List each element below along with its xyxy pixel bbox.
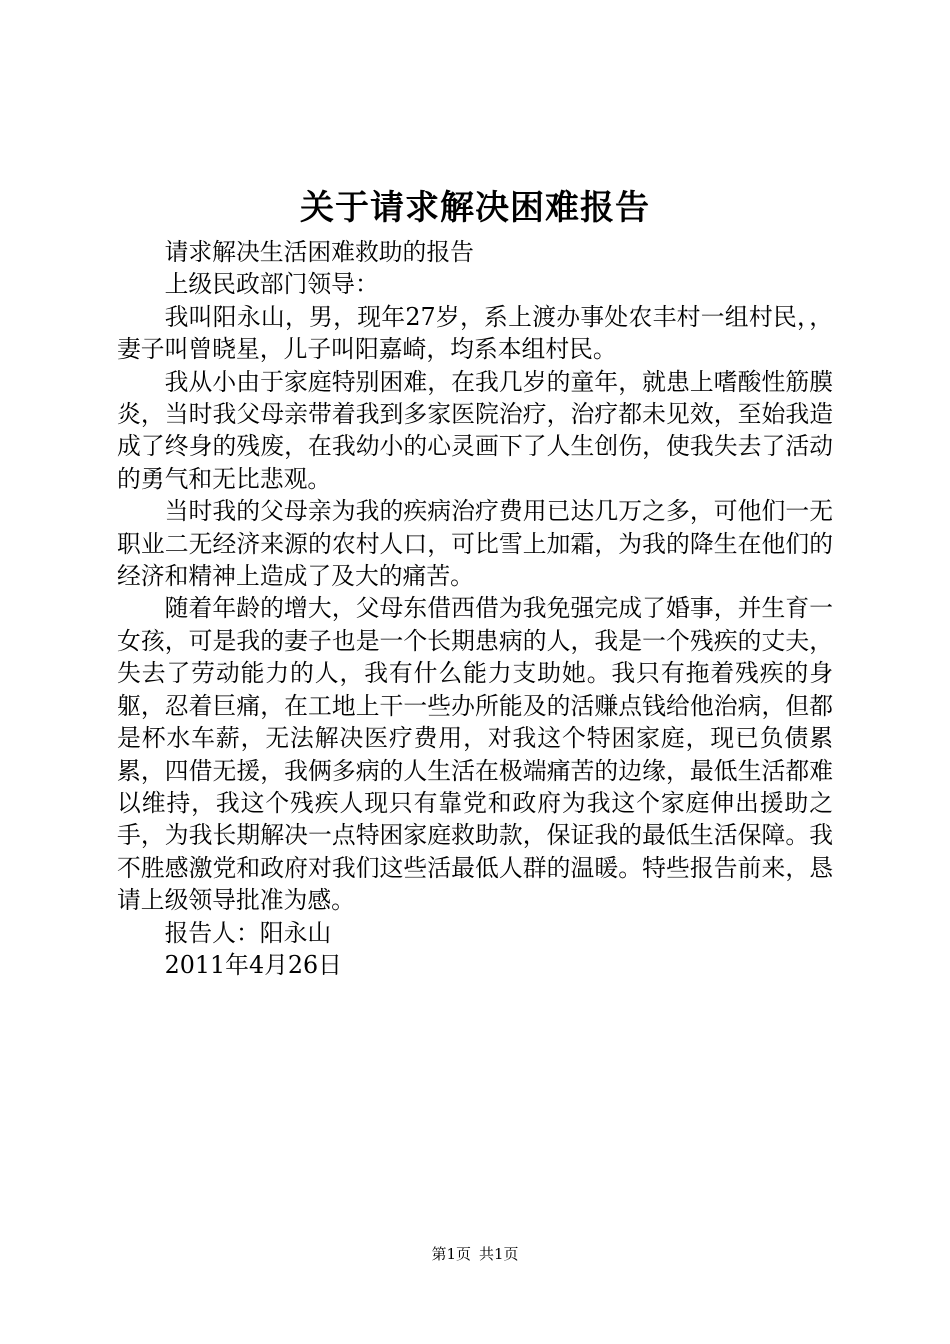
document-title: 关于请求解决困难报告 bbox=[300, 188, 650, 228]
body-paragraph: 当时我的父母亲为我的疾病治疗费用已达几万之多，可他们一无职业二无经济来源的农村人口，可比雪上加霜，为我的降生在他们的经济和精神上造成了及大的痛苦。 bbox=[117, 497, 833, 591]
page-total: 共1页 bbox=[479, 1245, 519, 1263]
report-subject: 请求解决生活困难救助的报告 bbox=[164, 238, 474, 266]
reporter-signature: 报告人：阳永山 bbox=[164, 918, 332, 947]
document-body bbox=[117, 236, 833, 981]
body-paragraph: 随着年龄的增大，父母东借西借为我免强完成了婚事，并生育一女孩，可是我的妻子也是一个长期患病的人，我是一个残疾的丈夫，失去了劳动能力的人，我有什么能力支助她。我只有拖着残疾的身躯，忍着巨痛，在工地上干一些办所能及的活赚点钱给他治病，但都是杯水车薪，无法解决医疗费用，对我这个特困家庭，现已负债累累，四借无援，我俩多病的人生活在极端痛苦的边缘，最低生活都难以维持，我这个残疾人现只有靠党和政府为我这个家庭伸出援助之手，为我长期解决一点特困家庭救助款，保证我的最低生活保障。我不胜感激党和政府对我们这些活最低人群的温暖。特些报告前来，恳请上级领导批准为感。 bbox=[117, 594, 833, 915]
page-number: 第1页 bbox=[431, 1245, 471, 1263]
body-paragraph: 我叫阳永山，男，现年27岁，系上渡办事处农丰村一组村民，，妻子叫曾晓星，儿子叫阳嘉崎，均系本组村民。 bbox=[117, 302, 833, 364]
report-date: 2011年4月26日 bbox=[164, 950, 342, 979]
body-paragraph: 我从小由于家庭特别困难，在我几岁的童年，就患上嗜酸性筋膜炎，当时我父母亲带着我到多家医院治疗，治疗都未见效，至始我造成了终身的残废，在我幼小的心灵画下了人生创伤，使我失去了活动的勇气和无比悲观。 bbox=[117, 367, 833, 493]
salutation: 上级民政部门领导： bbox=[164, 270, 379, 299]
page-footer bbox=[0, 1244, 950, 1264]
